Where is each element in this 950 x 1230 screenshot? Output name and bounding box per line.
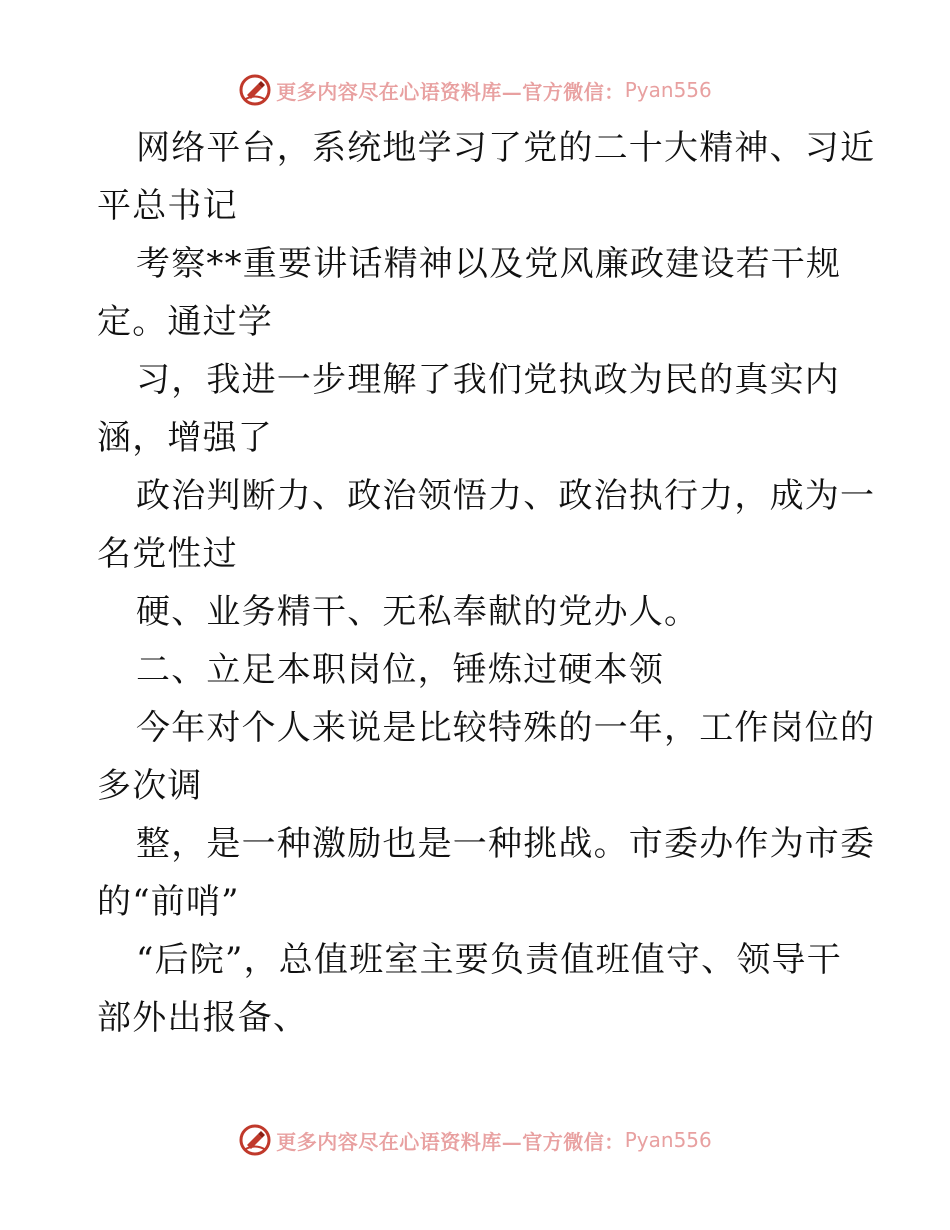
banner-wechat-id: Pyan556 [624, 1128, 712, 1152]
text-line: 整，是一种激励也是一种挑战。市委办作为市委 [136, 824, 876, 864]
text-line: 考察**重要讲话精神以及党风廉政建设若干规 [136, 244, 842, 284]
text-line: 多次调 [97, 766, 203, 806]
text-line: 政治判断力、政治领悟力、政治执行力，成为一 [136, 476, 876, 516]
text-line: 的“前哨” [97, 882, 240, 922]
text-line: 涵，增强了 [97, 418, 273, 458]
banner-text: 更多内容尽在心语资料库—官方微信： [276, 79, 625, 104]
text-line: 部外出报备、 [97, 998, 309, 1038]
section-heading: 二、立足本职岗位，锤炼过硬本领 [136, 650, 664, 690]
text-line: 习，我进一步理解了我们党执政为民的真实内 [136, 360, 840, 400]
text-line: 今年对个人来说是比较特殊的一年，工作岗位的 [136, 708, 876, 748]
text-line: 平总书记 [97, 186, 238, 226]
banner-text: 更多内容尽在心语资料库—官方微信： [276, 1129, 625, 1154]
text-line: 网络平台，系统地学习了党的二十大精神、习近 [136, 128, 876, 168]
text-line: 定。通过学 [97, 302, 273, 342]
text-line: “后院”，总值班室主要负责值班值守、领导干 [136, 940, 842, 980]
banner-wechat-id: Pyan556 [624, 78, 712, 102]
text-line: 名党性过 [97, 534, 238, 574]
text-line: 硬、业务精干、无私奉献的党办人。 [136, 592, 700, 632]
footer-banner [0, 1120, 950, 1160]
book-pen-logo-icon [238, 1123, 272, 1157]
